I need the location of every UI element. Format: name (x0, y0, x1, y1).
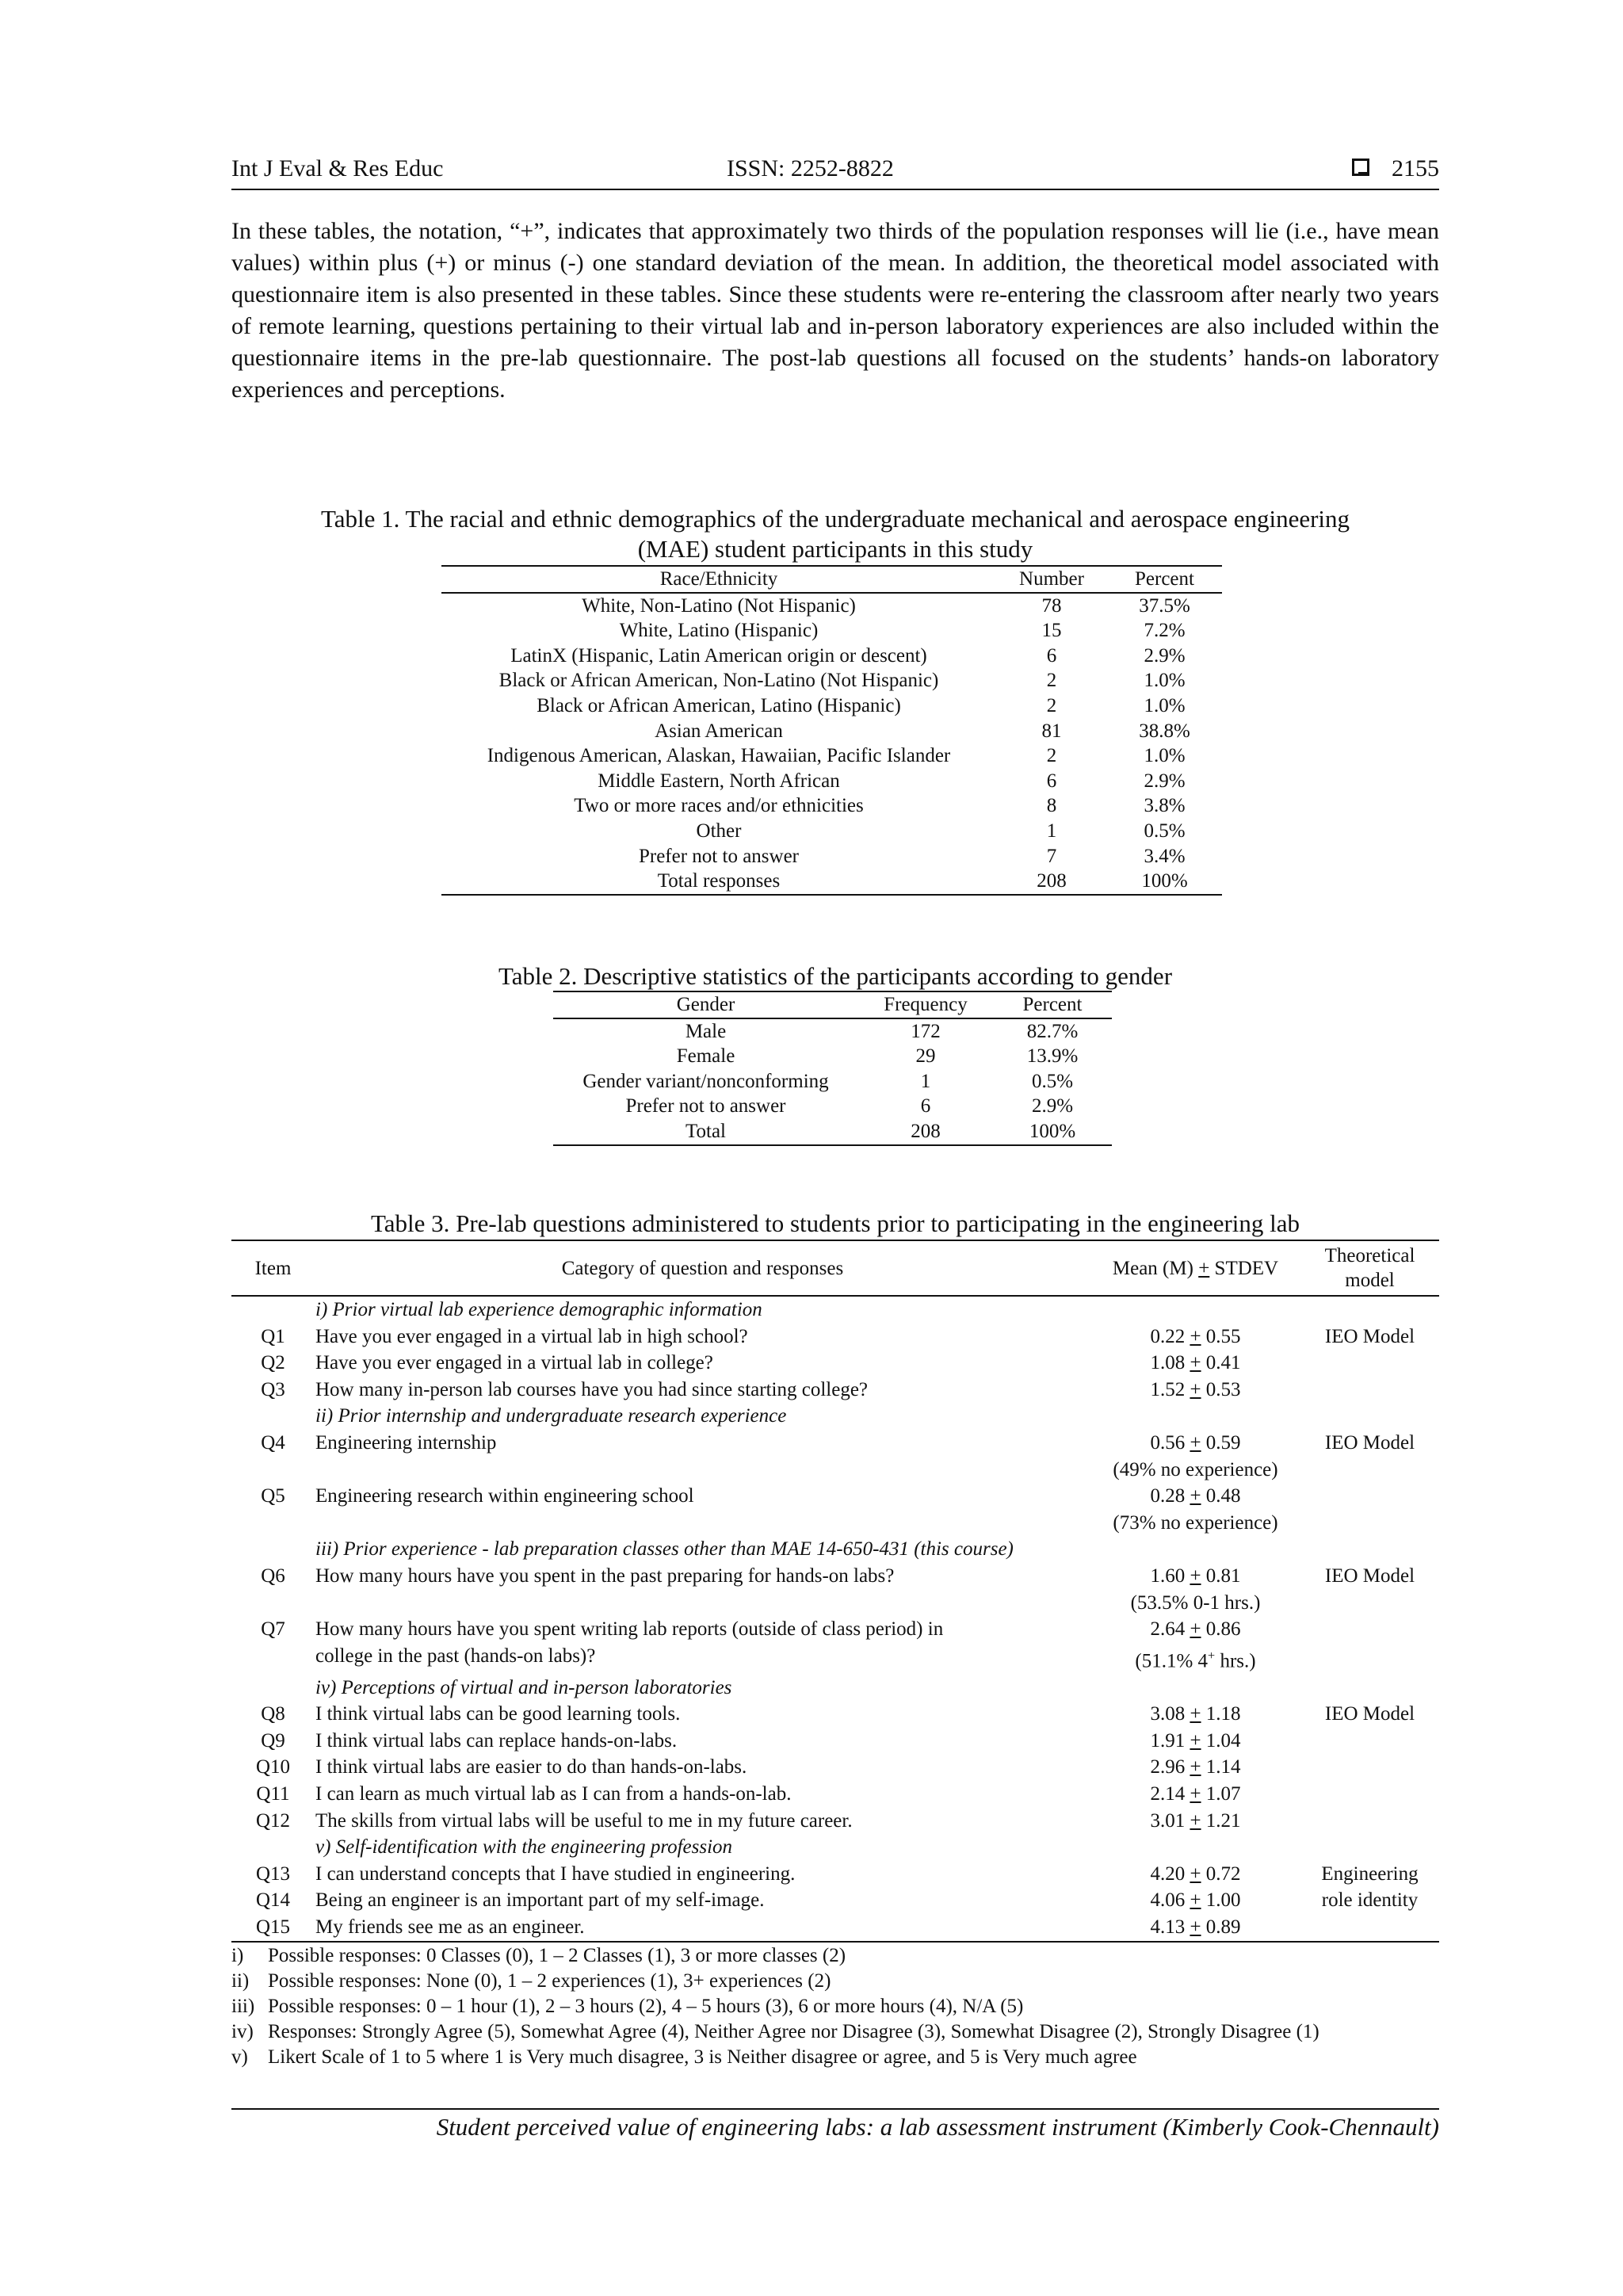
mean-cell (1090, 1754, 1300, 1781)
header-rule (231, 189, 1439, 190)
mean-stdev (1090, 1728, 1300, 1755)
table-cell: 6 (1046, 770, 1057, 792)
mean-cell (1090, 1350, 1300, 1377)
table-row (441, 743, 1222, 769)
question-cell (315, 1430, 1090, 1483)
table-cell: Total responses (657, 870, 781, 892)
model-cell (1300, 1563, 1439, 1616)
theoretical-model: IEO Model (1324, 1564, 1415, 1587)
mean-cell (1090, 1324, 1300, 1350)
note-key: iii) (231, 1996, 255, 2017)
table-cell: 1.0% (1144, 745, 1186, 767)
question-cell (315, 1350, 1090, 1377)
mean-value: 0.22 (1150, 1325, 1186, 1347)
mean-value: 1.52 (1150, 1378, 1186, 1400)
section-row (231, 1296, 1439, 1324)
stdev-value: 1.04 (1205, 1729, 1241, 1752)
section-row (231, 1403, 1439, 1430)
mean-stdev (1090, 1781, 1300, 1808)
mean-stdev (1090, 1701, 1300, 1728)
model-cell (1300, 1324, 1439, 1350)
stdev-label: STDEV (1209, 1257, 1279, 1279)
plus-minus-sign: + (1190, 1703, 1201, 1725)
theoretical-model: Engineering (1321, 1862, 1419, 1885)
table-row (231, 1350, 1439, 1377)
plus-minus-sign: + (1190, 1431, 1201, 1454)
table-cell: 208 (1037, 870, 1067, 892)
table1-header-cell: Percent (1135, 568, 1194, 590)
question-cell (315, 1914, 1090, 1942)
table2-header-cell: Frequency (884, 994, 968, 1015)
stdev-value: 0.86 (1205, 1618, 1241, 1641)
table-cell: 8 (1046, 795, 1057, 817)
mean-stdev (1090, 1377, 1300, 1404)
note-line (231, 1943, 1439, 1969)
question-text: How many hours have you spent writing lab reports (outside of class period) in (315, 1618, 944, 1641)
table-cell: 1.0% (1144, 694, 1186, 716)
question-cell (315, 1324, 1090, 1350)
note-line (231, 1969, 1439, 1994)
table-cell: 3.8% (1144, 795, 1186, 817)
model-cell (1300, 1914, 1439, 1942)
mean-cell (1090, 1728, 1300, 1755)
table-row (441, 793, 1222, 819)
section-heading: iv) Perceptions of virtual and in-person laboratories (315, 1676, 732, 1698)
model-label-line2: model (1345, 1270, 1395, 1291)
stdev-value: 0.89 (1205, 1916, 1241, 1938)
mean-label: Mean (M) (1112, 1257, 1199, 1279)
item-id: Q1 (261, 1325, 285, 1347)
table-cell: Two or more races and/or ethnicities (574, 795, 864, 817)
mean-stdev (1090, 1616, 1300, 1643)
question-text: Have you ever engaged in a virtual lab in high school? (315, 1325, 748, 1347)
plus-minus-sign: + (1190, 1889, 1201, 1912)
table-cell: White, Latino (Hispanic) (619, 620, 819, 642)
model-cell (1300, 1483, 1439, 1536)
response-summary: (49% no experience) (1113, 1458, 1278, 1480)
table-cell: Female (676, 1045, 735, 1068)
table1-caption-line1: Table 1. The racial and ethnic demographics of the undergraduate mechanical and aerospace engineering (320, 505, 1350, 533)
response-summary: (73% no experience) (1113, 1511, 1278, 1534)
mean-cell (1090, 1430, 1300, 1483)
mean-cell (1090, 1781, 1300, 1808)
stdev-value: 0.81 (1205, 1564, 1241, 1587)
table-cell: Black or African American, Non-Latino (Not Hispanic) (498, 670, 939, 692)
table-cell: 15 (1041, 620, 1062, 642)
table-row (553, 1018, 1112, 1045)
running-header (231, 155, 1439, 187)
plus-minus-sign: + (1190, 1485, 1201, 1507)
table-cell: 0.5% (1144, 819, 1186, 842)
note-text: Possible responses: 0 – 1 hour (1), 2 – 3 hours (2), 4 – 5 hours (3), 6 or more hours (4), N/A (5) (268, 1996, 1024, 2017)
model-cell (1300, 1861, 1439, 1888)
table1 (441, 565, 1222, 896)
mean-cell (1090, 1483, 1300, 1536)
table-cell: 78 (1041, 594, 1062, 617)
question-text: My friends see me as an engineer. (315, 1916, 585, 1938)
section-heading: iii) Prior experience - lab preparation classes other than MAE 14-650-431 (this course) (315, 1538, 1014, 1561)
item-id: Q6 (261, 1564, 285, 1587)
plus-minus-sign: + (1198, 1257, 1210, 1279)
mean-stdev (1090, 1430, 1300, 1457)
theoretical-model: role identity (1321, 1889, 1419, 1912)
table-cell: 37.5% (1139, 594, 1190, 617)
mean-stdev (1090, 1483, 1300, 1510)
mean-cell (1090, 1377, 1300, 1404)
model-cell (1300, 1808, 1439, 1835)
table-row (553, 1044, 1112, 1069)
table1-caption-line2: (MAE) student participants in this study (637, 535, 1033, 563)
journal-name: Int J Eval & Res Educ (231, 155, 444, 181)
plus-minus-sign: + (1190, 1378, 1201, 1400)
mean-cell (1090, 1563, 1300, 1616)
stdev-value: 0.48 (1205, 1485, 1241, 1507)
table-row (441, 869, 1222, 895)
item-id: Q8 (261, 1703, 285, 1725)
stdev-value: 1.07 (1205, 1783, 1241, 1805)
question-cell (315, 1563, 1090, 1616)
table-row (231, 1808, 1439, 1835)
plus-minus-sign: + (1190, 1729, 1201, 1752)
table1-header-cell: Race/Ethnicity (659, 568, 778, 590)
stdev-value: 0.41 (1205, 1352, 1241, 1374)
question-cell (315, 1861, 1090, 1888)
table-row (231, 1701, 1439, 1728)
mean-value: 2.64 (1150, 1618, 1186, 1641)
item-id: Q7 (261, 1618, 285, 1641)
table-cell: 100% (1029, 1120, 1076, 1142)
plus-minus-sign: + (1190, 1783, 1201, 1805)
table-row (231, 1483, 1439, 1536)
table-cell: Total (685, 1120, 726, 1142)
theoretical-model: IEO Model (1324, 1431, 1415, 1454)
question-cell (315, 1483, 1090, 1536)
item-id: Q12 (255, 1809, 291, 1832)
table-cell: 172 (911, 1020, 941, 1042)
table-cell: Indigenous American, Alaskan, Hawaiian, Pacific Islander (487, 745, 951, 767)
table-row (231, 1324, 1439, 1350)
mean-stdev (1090, 1324, 1300, 1350)
section-row (231, 1834, 1439, 1861)
note-line (231, 1994, 1439, 2019)
table-row (231, 1563, 1439, 1616)
stdev-value: 1.00 (1205, 1889, 1241, 1912)
table-cell: Middle Eastern, North African (598, 770, 840, 792)
note-line (231, 2019, 1439, 2045)
table1-header-cell: Number (1019, 568, 1084, 590)
item-id: Q9 (261, 1729, 285, 1752)
stdev-value: 1.14 (1205, 1756, 1241, 1778)
note-text: Likert Scale of 1 to 5 where 1 is Very much disagree, 3 is Neither disagree or agree, and 5 is Very much agree (268, 2046, 1137, 2068)
table2-header-row (553, 991, 1112, 1018)
table-cell: 7.2% (1144, 620, 1186, 642)
note-line (231, 2045, 1439, 2070)
mean-cell (1090, 1808, 1300, 1835)
item-id: Q13 (255, 1862, 291, 1885)
table-cell: Black or African American, Latino (Hispanic) (537, 694, 901, 716)
mean-stdev (1090, 1808, 1300, 1835)
table-row (231, 1754, 1439, 1781)
stdev-value: 0.55 (1205, 1325, 1241, 1347)
plus-minus-sign: + (1190, 1352, 1201, 1374)
table-row (231, 1430, 1439, 1483)
mean-value: 3.01 (1150, 1809, 1186, 1832)
table-row (553, 1119, 1112, 1145)
mean-value: 2.96 (1150, 1756, 1186, 1778)
mean-value: 3.08 (1150, 1703, 1186, 1725)
mean-value: 1.08 (1150, 1352, 1186, 1374)
table-cell: 29 (915, 1045, 936, 1068)
table-row (441, 668, 1222, 693)
table-row (553, 1069, 1112, 1095)
question-text-cont: college in the past (hands-on labs)? (315, 1645, 596, 1667)
mean-stdev (1090, 1563, 1300, 1590)
table-cell: White, Non-Latino (Not Hispanic) (582, 594, 856, 617)
stdev-value: 0.72 (1205, 1862, 1241, 1885)
plus-minus-sign: + (1190, 1809, 1201, 1832)
table3-caption: Table 3. Pre-lab questions administered to students prior to participating in the engineering lab (370, 1209, 1300, 1237)
mean-value: 4.20 (1150, 1862, 1186, 1885)
stdev-value: 1.21 (1205, 1809, 1241, 1832)
item-id: Q14 (255, 1889, 291, 1912)
model-cell (1300, 1781, 1439, 1808)
body-paragraph: In these tables, the notation, “+”, indicates that approximately two thirds of the population responses will lie (i.e., have mean values) within plus (+) or minus (-) one standard deviation of the mean. In addition, the theoretical model associated with questionnaire item is also presented in these tables. Since these students were re-entering the classroom after nearly two years of remote learning, questions pertaining to their virtual lab and in-person laboratory experiences are also included within the questionnaire items in the pre-lab questionnaire. The post-lab questions all focused on the students’ hands-on laboratory experiences and perceptions. (231, 218, 1439, 403)
table-row (231, 1861, 1439, 1888)
table-cell: 2 (1046, 670, 1057, 692)
stdev-value: 0.59 (1205, 1431, 1241, 1454)
question-cell (315, 1754, 1090, 1781)
item-id: Q10 (255, 1756, 291, 1778)
model-cell (1300, 1754, 1439, 1781)
mean-cell (1090, 1701, 1300, 1728)
table3-header-mean (1090, 1240, 1300, 1296)
table-cell: 2 (1046, 694, 1057, 716)
table-row (441, 844, 1222, 869)
mean-value: 4.13 (1150, 1916, 1186, 1938)
page-number: 2155 (1392, 155, 1439, 181)
table-row (441, 719, 1222, 744)
table-cell: 6 (1046, 644, 1057, 667)
note-key: iv) (231, 2021, 254, 2042)
note-key: i) (231, 1945, 244, 1966)
table-row (441, 819, 1222, 844)
footer-rule (231, 2108, 1439, 2110)
mean-stdev (1090, 1887, 1300, 1914)
table-cell: 82.7% (1026, 1020, 1079, 1042)
response-summary: (51.1% 4+ hrs.) (1135, 1648, 1256, 1672)
theoretical-model: IEO Model (1324, 1325, 1415, 1347)
question-text: I think virtual labs are easier to do than hands-on-labs. (315, 1756, 747, 1778)
theoretical-model: IEO Model (1324, 1703, 1415, 1725)
table1-header-row (441, 566, 1222, 593)
mean-value: 4.06 (1150, 1889, 1186, 1912)
table-cell: LatinX (Hispanic, Latin American origin or descent) (510, 644, 927, 667)
mean-stdev (1090, 1754, 1300, 1781)
table-cell: Other (696, 819, 742, 842)
table3-header-item: Item (254, 1257, 292, 1279)
section-heading: ii) Prior internship and undergraduate research experience (315, 1405, 787, 1427)
table2-header-cell: Percent (1022, 994, 1083, 1015)
mean-stdev (1090, 1350, 1300, 1377)
item-id: Q3 (261, 1378, 285, 1400)
model-cell (1300, 1701, 1439, 1728)
model-cell (1300, 1430, 1439, 1483)
question-text: Engineering internship (315, 1431, 497, 1454)
table-row (231, 1887, 1439, 1914)
note-text: Possible responses: None (0), 1 – 2 experiences (1), 3+ experiences (2) (268, 1970, 831, 1992)
mean-value: 0.56 (1150, 1431, 1186, 1454)
table3 (231, 1240, 1439, 1943)
note-key: v) (231, 2046, 248, 2068)
table-cell: 0.5% (1031, 1070, 1074, 1092)
response-summary: (53.5% 0-1 hrs.) (1130, 1591, 1261, 1614)
item-id: Q4 (261, 1431, 285, 1454)
checkbox-square-icon (1352, 159, 1369, 176)
table-cell: 38.8% (1139, 720, 1190, 742)
question-text: I think virtual labs can be good learning tools. (315, 1703, 681, 1725)
table-cell: 1 (920, 1070, 931, 1092)
question-cell (315, 1728, 1090, 1755)
question-cell (315, 1887, 1090, 1914)
item-id: Q15 (255, 1916, 291, 1938)
question-text: I can learn as much virtual lab as I can from a hands-on-lab. (315, 1783, 792, 1805)
model-cell (1300, 1728, 1439, 1755)
question-text: How many in-person lab courses have you had since starting college? (315, 1378, 869, 1400)
table-cell: Male (685, 1020, 727, 1042)
table-row (231, 1616, 1439, 1675)
note-text: Possible responses: 0 Classes (0), 1 – 2 Classes (1), 3 or more classes (2) (268, 1945, 846, 1966)
table-row (441, 769, 1222, 794)
model-cell (1300, 1887, 1439, 1914)
table-cell: Gender variant/nonconforming (582, 1070, 829, 1092)
mean-value: 1.60 (1150, 1564, 1186, 1587)
plus-minus-sign: + (1190, 1862, 1201, 1885)
model-label-line1: Theoretical (1324, 1245, 1415, 1266)
table-cell: 2.9% (1144, 644, 1186, 667)
question-cell (315, 1781, 1090, 1808)
mean-cell (1090, 1616, 1300, 1675)
table-cell: Asian American (655, 720, 783, 742)
section-row (231, 1536, 1439, 1563)
question-cell (315, 1808, 1090, 1835)
section-heading: v) Self-identification with the engineering profession (315, 1836, 733, 1859)
mean-stdev (1090, 1861, 1300, 1888)
table3-notes (231, 1943, 1439, 2070)
table-cell: 1.0% (1144, 670, 1186, 692)
table-row (231, 1377, 1439, 1404)
mean-stdev (1090, 1914, 1300, 1941)
table3-header-model (1300, 1240, 1439, 1296)
table2-caption: Table 2. Descriptive statistics of the participants according to gender (498, 962, 1173, 990)
table-row (231, 1914, 1439, 1942)
plus-minus-sign: + (1190, 1756, 1201, 1778)
table-cell: 3.4% (1144, 845, 1186, 867)
table-row (231, 1728, 1439, 1755)
table-row (441, 693, 1222, 719)
mean-value: 2.14 (1150, 1783, 1186, 1805)
note-text: Responses: Strongly Agree (5), Somewhat Agree (4), Neither Agree nor Disagree (3), Somewhat Disagree (2), Strongly Disagree (1) (268, 2021, 1319, 2042)
model-cell (1300, 1616, 1439, 1675)
table-row (231, 1781, 1439, 1808)
plus-minus-sign: + (1190, 1325, 1201, 1347)
item-id: Q2 (261, 1352, 285, 1374)
table-cell: Prefer not to answer (625, 1095, 786, 1117)
table-row (441, 618, 1222, 644)
model-cell (1300, 1350, 1439, 1377)
question-text: Being an engineer is an important part of my self-image. (315, 1889, 765, 1912)
table-cell: 1 (1046, 819, 1057, 842)
model-cell (1300, 1377, 1439, 1404)
mean-value: 0.28 (1150, 1485, 1186, 1507)
table-cell: 13.9% (1026, 1045, 1079, 1068)
mean-cell (1090, 1861, 1300, 1888)
table-cell: 7 (1046, 845, 1057, 867)
table2-header-cell: Gender (676, 994, 735, 1015)
question-cell (315, 1377, 1090, 1404)
mean-cell (1090, 1887, 1300, 1914)
question-text: Have you ever engaged in a virtual lab in college? (315, 1352, 713, 1374)
table-cell: 100% (1141, 870, 1188, 892)
note-key: ii) (231, 1970, 250, 1992)
table3-header-category: Category of question and responses (561, 1257, 844, 1279)
plus-minus-sign: + (1190, 1618, 1201, 1641)
plus-minus-sign: + (1190, 1916, 1201, 1938)
table3-header-row (231, 1240, 1439, 1296)
question-text: I think virtual labs can replace hands-on-labs. (315, 1729, 678, 1752)
item-id: Q11 (256, 1783, 290, 1805)
stdev-value: 0.53 (1205, 1378, 1241, 1400)
table-cell: Prefer not to answer (638, 845, 799, 867)
question-cell (315, 1701, 1090, 1728)
table1-caption (231, 504, 1439, 564)
table-cell: 2.9% (1031, 1095, 1074, 1117)
table-row (441, 644, 1222, 669)
mean-value: 1.91 (1150, 1729, 1186, 1752)
section-heading: i) Prior virtual lab experience demographic information (315, 1299, 762, 1320)
question-text: Engineering research within engineering school (315, 1485, 694, 1507)
table-cell: 2.9% (1144, 770, 1186, 792)
mean-cell (1090, 1914, 1300, 1942)
table2 (553, 991, 1112, 1146)
question-text: How many hours have you spent in the past preparing for hands-on labs? (315, 1564, 895, 1587)
issn: ISSN: 2252-8822 (727, 155, 894, 181)
question-text: The skills from virtual labs will be useful to me in my future career. (315, 1809, 853, 1832)
table-cell: 81 (1041, 720, 1062, 742)
running-footer: Student perceived value of engineering labs: a lab assessment instrument (Kimberly Cook-Chennault) (436, 2113, 1439, 2141)
table-row (441, 593, 1222, 619)
table-row (553, 1094, 1112, 1119)
plus-minus-sign: + (1190, 1564, 1201, 1587)
question-text: I can understand concepts that I have studied in engineering. (315, 1862, 796, 1885)
table-cell: 208 (911, 1120, 941, 1142)
table-cell: 2 (1046, 745, 1057, 767)
section-row (231, 1675, 1439, 1702)
table-cell: 6 (920, 1095, 931, 1117)
item-id: Q5 (261, 1485, 285, 1507)
question-cell (315, 1616, 1090, 1675)
stdev-value: 1.18 (1205, 1703, 1241, 1725)
